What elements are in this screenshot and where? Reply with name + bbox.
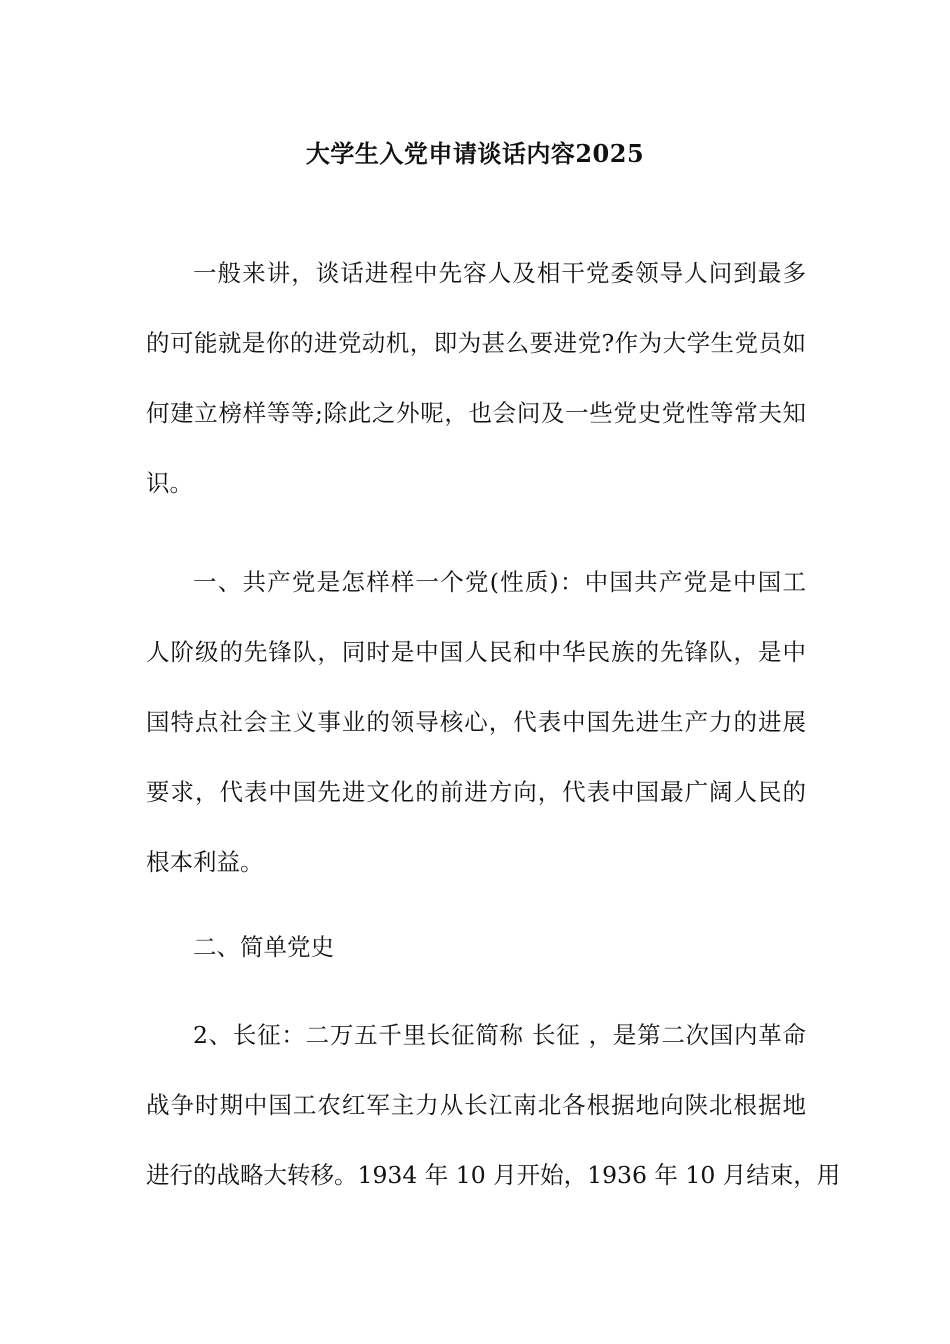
paragraph-1 — [146, 238, 806, 518]
paragraph-line: 二、简单党史 — [193, 933, 334, 961]
paragraph-line: 识。 — [146, 469, 193, 497]
paragraph-line: 一、共产党是怎样样一个党(性质)：中国共产党是中国工 — [193, 568, 806, 596]
paragraph-line: 一般来讲，谈话进程中先容人及相干党委领导人问到最多 — [193, 259, 806, 287]
paragraph-line: 要求，代表中国先进文化的前进方向，代表中国最广阔人民的 — [146, 778, 806, 806]
paragraph-3 — [146, 912, 806, 982]
paragraph-line: 人阶级的先锋队，同时是中国人民和中华民族的先锋队，是中 — [146, 638, 806, 666]
paragraph-4 — [146, 1000, 841, 1210]
document-title: 大学生入党申请谈话内容2025 — [305, 139, 645, 168]
paragraph-line: 战争时期中国工农红军主力从长江南北各根据地向陕北根据地 — [146, 1091, 806, 1119]
paragraph-2 — [146, 547, 806, 897]
paragraph-line: 的可能就是你的进党动机，即为甚么要进党?作为大学生党员如 — [146, 329, 806, 357]
paragraph-line: 国特点社会主义事业的领导核心，代表中国先进生产力的进展 — [146, 708, 806, 736]
paragraph-line: 根本利益。 — [146, 848, 264, 876]
paragraph-line: 2、长征：二万五千里长征简称 长征 ，是第二次国内革命 — [193, 1021, 806, 1049]
paragraph-line: 进行的战略大转移。1934 年 10 月开始，1936 年 10 月结束，用 — [146, 1161, 841, 1189]
paragraph-line: 何建立榜样等等;除此之外呢，也会问及一些党史党性等常夫知 — [146, 399, 806, 427]
